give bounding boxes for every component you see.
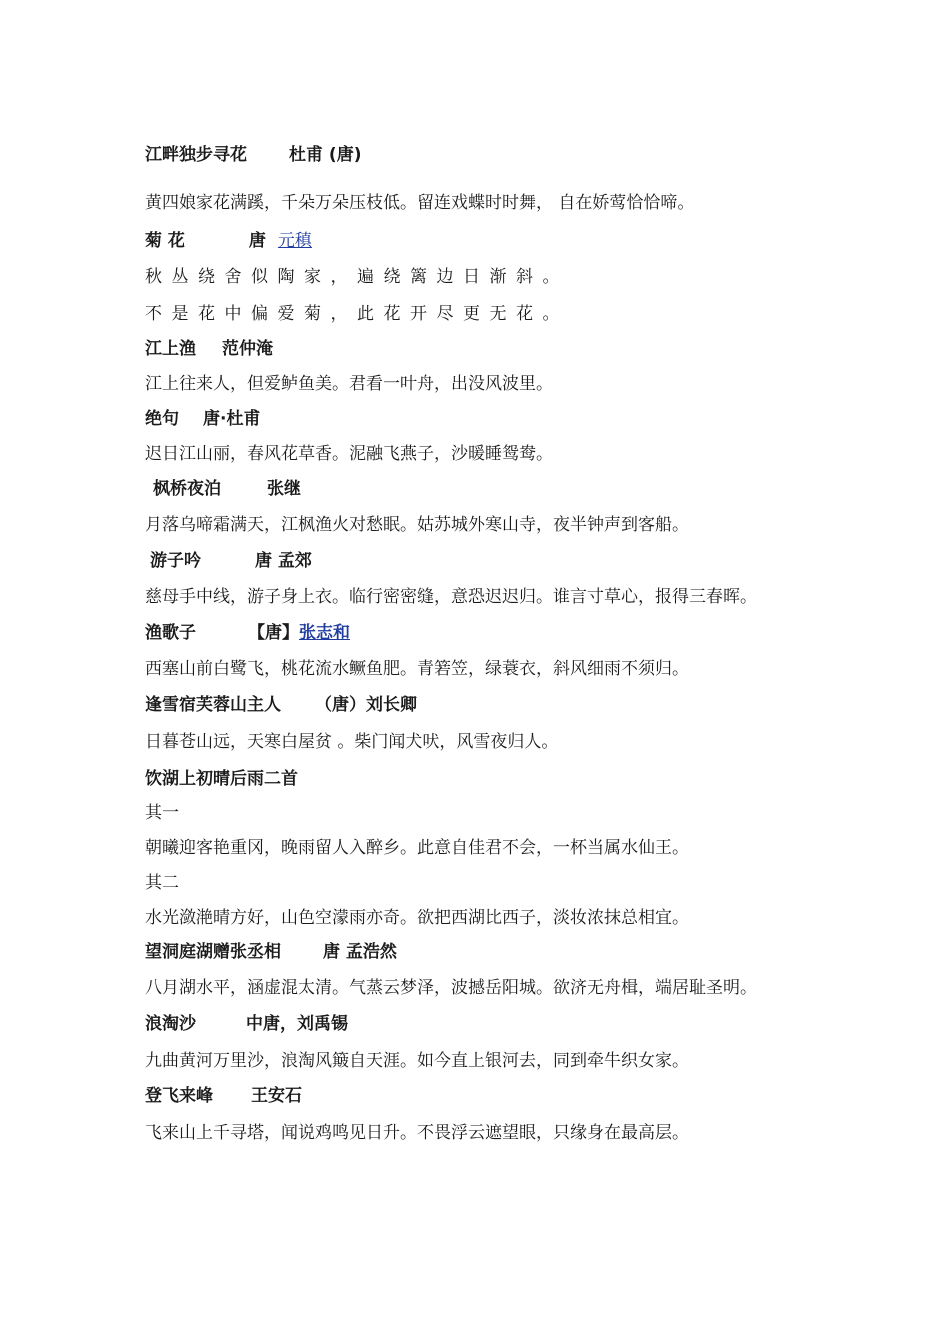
poem-title: 饮湖上初晴后雨二首 <box>145 769 298 789</box>
poem-author: 张继 <box>267 479 301 499</box>
poem-line: 朝曦迎客艳重冈，晚雨留人入醉乡。此意自佳君不会，一杯当属水仙王。 <box>145 838 689 858</box>
poem-line: 不是花中偏爱菊，此花开尽更无花。 <box>145 304 569 324</box>
poem-author: 范仲淹 <box>222 339 273 359</box>
poem-line: 西塞山前白鹭飞，桃花流水鳜鱼肥。青箬笠，绿蓑衣，斜风细雨不须归。 <box>145 659 689 679</box>
poem-line: 秋丛绕舍似陶家，遍绕篱边日渐斜。 <box>145 267 569 287</box>
poem-dynasty: 唐 <box>248 231 266 251</box>
poem-title-row <box>145 618 350 643</box>
poem-title: 菊 花 <box>145 231 185 251</box>
poem-title-row <box>145 937 397 962</box>
poem-title: 江畔独步寻花 <box>145 145 247 165</box>
poem-title: 枫桥夜泊 <box>153 479 221 499</box>
poem-dynasty: 【唐】 <box>248 623 299 643</box>
poem-author: （唐）刘长卿 <box>315 695 417 715</box>
poem-title-row <box>145 334 273 359</box>
poem-author: 唐 孟郊 <box>255 551 312 571</box>
poem-title: 江上渔 <box>145 339 196 359</box>
poem-author: 唐·杜甫 <box>203 409 261 429</box>
poem-author: 中唐，刘禹锡 <box>246 1014 348 1034</box>
poem-line: 慈母手中线，游子身上衣。临行密密缝，意恐迟迟归。谁言寸草心，报得三春晖。 <box>145 587 757 607</box>
poem-title: 绝句 <box>145 409 179 429</box>
poem-title-row <box>145 1009 348 1034</box>
poem-title: 渔歌子 <box>145 623 196 643</box>
author-link[interactable]: 元稹 <box>277 231 312 251</box>
poem-title: 游子吟 <box>150 551 201 571</box>
poem-title-row <box>153 474 301 499</box>
poem-title: 望洞庭湖赠张丞相 <box>145 942 281 962</box>
poem-line: 江上往来人，但爱鲈鱼美。君看一叶舟，出没风波里。 <box>145 374 553 394</box>
poem-line: 九曲黄河万里沙，浪淘风簸自天涯。如今直上银河去，同到牵牛织女家。 <box>145 1051 689 1071</box>
poem-line: 日暮苍山远，天寒白屋贫 。柴门闻犬吠，风雪夜归人。 <box>145 732 559 752</box>
poem-title: 逢雪宿芙蓉山主人 <box>145 695 281 715</box>
poem-line: 迟日江山丽，春风花草香。泥融飞燕子，沙暖睡鸳鸯。 <box>145 444 553 464</box>
poem-title-row <box>145 140 361 165</box>
poem-title: 登飞来峰 <box>145 1086 213 1106</box>
poem-line: 八月湖水平，涵虚混太清。气蒸云梦泽，波撼岳阳城。欲济无舟楫，端居耻圣明。 <box>145 978 757 998</box>
author-link[interactable]: 张志和 <box>299 623 350 643</box>
section-label: 其一 <box>145 803 179 823</box>
section-label: 其二 <box>145 873 179 893</box>
poem-title-row <box>145 404 260 429</box>
poem-title-row <box>150 546 312 571</box>
poem-author: 王安石 <box>251 1086 302 1106</box>
poem-title-row <box>145 1081 302 1106</box>
poem-line: 飞来山上千寻塔，闻说鸡鸣见日升。不畏浮云遮望眼，只缘身在最高层。 <box>145 1123 689 1143</box>
poem-title: 浪淘沙 <box>145 1014 196 1034</box>
poem-line: 黄四娘家花满蹊，千朵万朵压枝低。留连戏蝶时时舞， 自在娇莺恰恰啼。 <box>145 193 695 213</box>
poem-title-row <box>145 226 312 251</box>
poem-author: 唐 孟浩然 <box>323 942 397 962</box>
poem-title-row <box>145 690 417 715</box>
poem-author: 杜甫 (唐) <box>289 145 362 165</box>
poem-line: 水光潋滟晴方好，山色空濛雨亦奇。欲把西湖比西子，淡妆浓抹总相宜。 <box>145 908 689 928</box>
poem-line: 月落乌啼霜满天，江枫渔火对愁眠。姑苏城外寒山寺，夜半钟声到客船。 <box>145 515 689 535</box>
